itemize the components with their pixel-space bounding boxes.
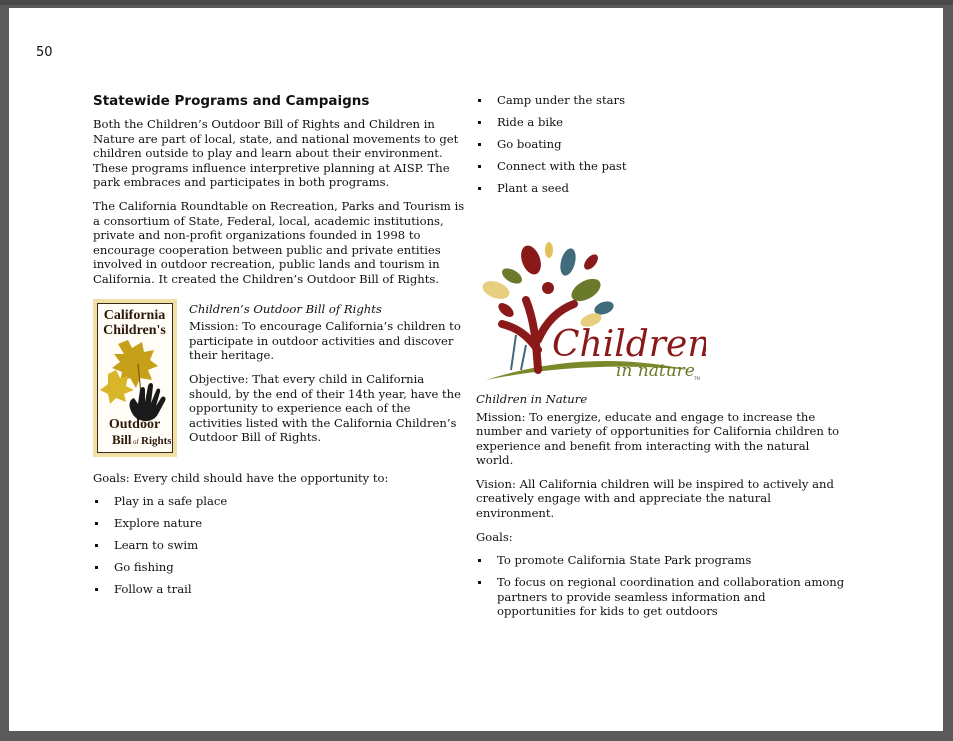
list-item: Go boating bbox=[476, 137, 846, 152]
left-column bbox=[93, 93, 465, 604]
list-item: Connect with the past bbox=[476, 159, 846, 174]
list-item: Camp under the stars bbox=[476, 93, 846, 108]
list-item: Learn to swim bbox=[93, 538, 465, 553]
bill-of-rights-section bbox=[93, 299, 465, 457]
list-item: Ride a bike bbox=[476, 115, 846, 130]
goals-list-left bbox=[93, 494, 465, 597]
page-number: 50 bbox=[36, 45, 53, 60]
logo-text-outdoor: Outdoor bbox=[108, 416, 161, 432]
figure-legs-icon bbox=[511, 335, 526, 370]
list-item: Plant a seed bbox=[476, 181, 846, 196]
goals-intro: Goals: Every child should have the opportunity to: bbox=[93, 470, 389, 485]
list-item: Explore nature bbox=[93, 516, 465, 531]
logo-text-childrens: Children's bbox=[103, 322, 166, 338]
bill-of-rights-title: Children’s Outdoor Bill of Rights bbox=[189, 301, 382, 316]
bill-of-rights-text bbox=[189, 302, 465, 454]
hand-icon bbox=[130, 383, 166, 421]
list-item: Follow a trail bbox=[93, 582, 465, 597]
roundtable-paragraph: The California Roundtable on Recreation, Parks and Tourism is a consortium of State, Federal, local, academic institutions, private and non-profit organizations founded in 1998 to encourage cooperation between public and private entities involved in outdoor recreation, public lands and tourism in California. It created the Children’s Outdoor Bill of Rights. bbox=[93, 198, 465, 286]
children-in-nature-title: Children in Nature bbox=[476, 391, 588, 406]
goals-list-nature bbox=[476, 553, 846, 619]
logo-text-rights: Rights bbox=[141, 434, 171, 447]
window-top-border bbox=[0, 0, 953, 5]
figure-head-icon bbox=[542, 282, 554, 294]
document-page bbox=[9, 8, 943, 731]
list-item: Play in a safe place bbox=[93, 494, 465, 509]
logo-trademark: TM bbox=[694, 375, 700, 381]
bill-of-rights-logo bbox=[93, 299, 177, 457]
logo-text-california: California bbox=[103, 307, 166, 323]
right-column bbox=[476, 93, 846, 626]
bill-of-rights-mission: Mission: To encourage California’s children to participate in outdoor activities and discover their heritage. bbox=[189, 319, 461, 363]
list-item: To focus on regional coordination and collaboration among partners to provide seamless information and opportunities for kids to get outdoors bbox=[476, 575, 846, 619]
logo-text-bill: Bill bbox=[112, 431, 132, 447]
logo-text-of: of bbox=[133, 437, 139, 446]
logo-word-children: Children bbox=[552, 323, 706, 365]
goals-list-right bbox=[476, 93, 846, 196]
logo-word-in-nature: in nature bbox=[616, 360, 695, 381]
children-in-nature-vision: Vision: All California children will be inspired to actively and creatively engage with and appreciate the natural environment. bbox=[476, 476, 834, 521]
bill-of-rights-logo-art bbox=[98, 304, 171, 451]
bill-of-rights-logo-frame bbox=[97, 303, 173, 453]
children-in-nature-logo bbox=[476, 240, 706, 390]
section-heading: Statewide Programs and Campaigns bbox=[93, 93, 370, 109]
list-item: Go fishing bbox=[93, 560, 465, 575]
list-item: To promote California State Park programs bbox=[476, 553, 846, 568]
intro-paragraph: Both the Children’s Outdoor Bill of Rights and Children in Nature are part of local, state, and national movements to get children outside to play and learn about their environment. These programs influence interpretive planning at AISP. The park embraces and participates in both programs. bbox=[93, 117, 459, 190]
goals-label: Goals: bbox=[476, 529, 513, 544]
bill-of-rights-objective: Objective: That every child in California should, by the end of their 14th year, have the opportunity to experience each of the activities listed with the California Children’s Outdoor Bill of Rights. bbox=[189, 371, 461, 445]
children-in-nature-mission: Mission: To energize, educate and engage to increase the number and variety of opportunities for California children to experience and benefit from interacting with the natural world. bbox=[476, 409, 840, 468]
